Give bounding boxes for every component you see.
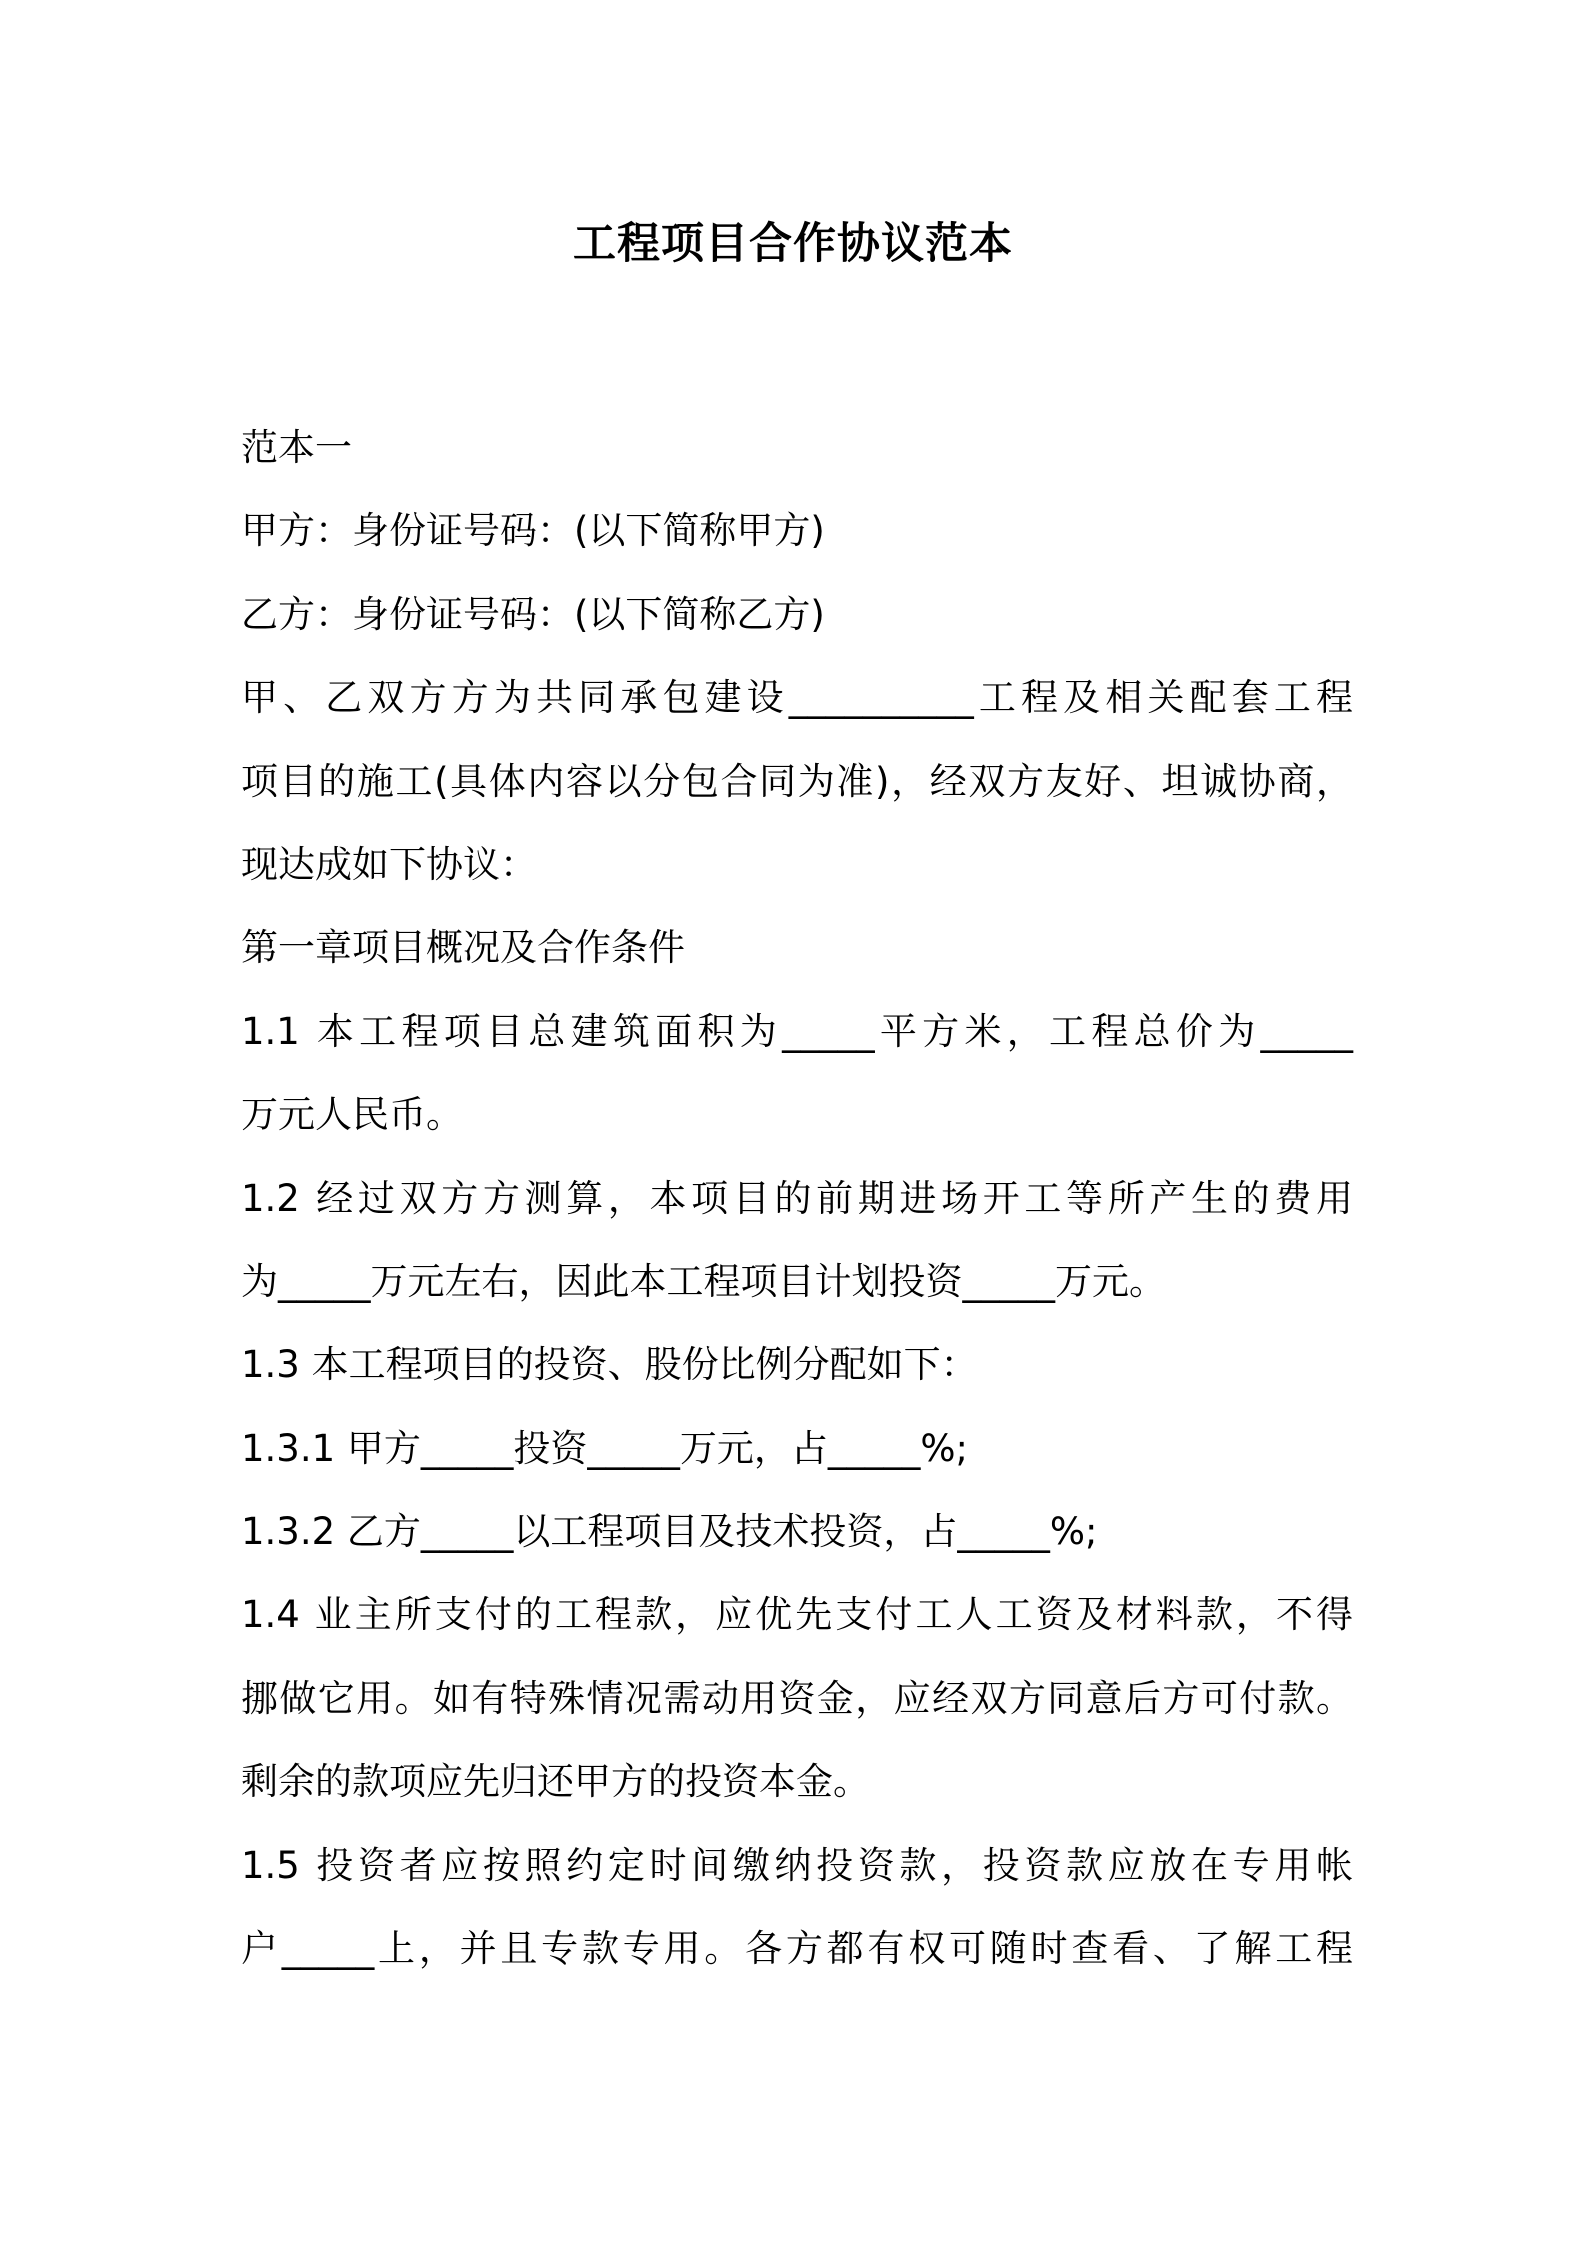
document-title: 工程项目合作协议范本	[573, 219, 1013, 269]
paragraph-line: 甲方：身份证号码：(以下简称甲方)	[241, 509, 825, 553]
paragraph-line: 1.3.1 甲方_____投资_____万元，占_____%;	[241, 1426, 969, 1470]
paragraph-line: 1.1 本工程项目总建筑面积为_____平方米，工程总价为_____	[241, 1009, 1353, 1053]
document-body	[241, 406, 1353, 1990]
paragraph-line: 1.3 本工程项目的投资、股份比例分配如下：	[241, 1343, 978, 1387]
paragraph-line: 户_____上，并且专款专用。各方都有权可随时查看、了解工程	[241, 1927, 1353, 1971]
paragraph-line: 范本一	[241, 426, 352, 469]
paragraph-line: 项目的施工(具体内容以分包合同为准)，经双方友好、坦诚协商，	[241, 759, 1353, 803]
paragraph-line: 挪做它用。如有特殊情况需动用资金，应经双方同意后方可付款。	[241, 1676, 1353, 1720]
paragraph-line: 甲、乙双方方为共同承包建设__________工程及相关配套工程	[241, 676, 1353, 720]
paragraph-line: 剩余的款项应先归还甲方的投资本金。	[241, 1760, 870, 1804]
paragraph-line: 乙方：身份证号码：(以下简称乙方)	[241, 592, 825, 636]
paragraph-line: 1.4 业主所支付的工程款，应优先支付工人工资及材料款，不得	[241, 1593, 1353, 1637]
paragraph-line: 1.2 经过双方方测算，本项目的前期进场开工等所产生的费用	[241, 1176, 1353, 1220]
paragraph-line: 1.5 投资者应按照约定时间缴纳投资款，投资款应放在专用帐	[241, 1843, 1353, 1887]
paragraph-line: 为_____万元左右，因此本工程项目计划投资_____万元。	[241, 1259, 1166, 1303]
paragraph-line: 现达成如下协议：	[241, 842, 537, 886]
section-heading: 第一章项目概况及合作条件	[241, 926, 685, 970]
paragraph-line: 万元人民币。	[241, 1093, 463, 1137]
paragraph-line: 1.3.2 乙方_____以工程项目及技术投资，占_____%;	[241, 1510, 1098, 1554]
